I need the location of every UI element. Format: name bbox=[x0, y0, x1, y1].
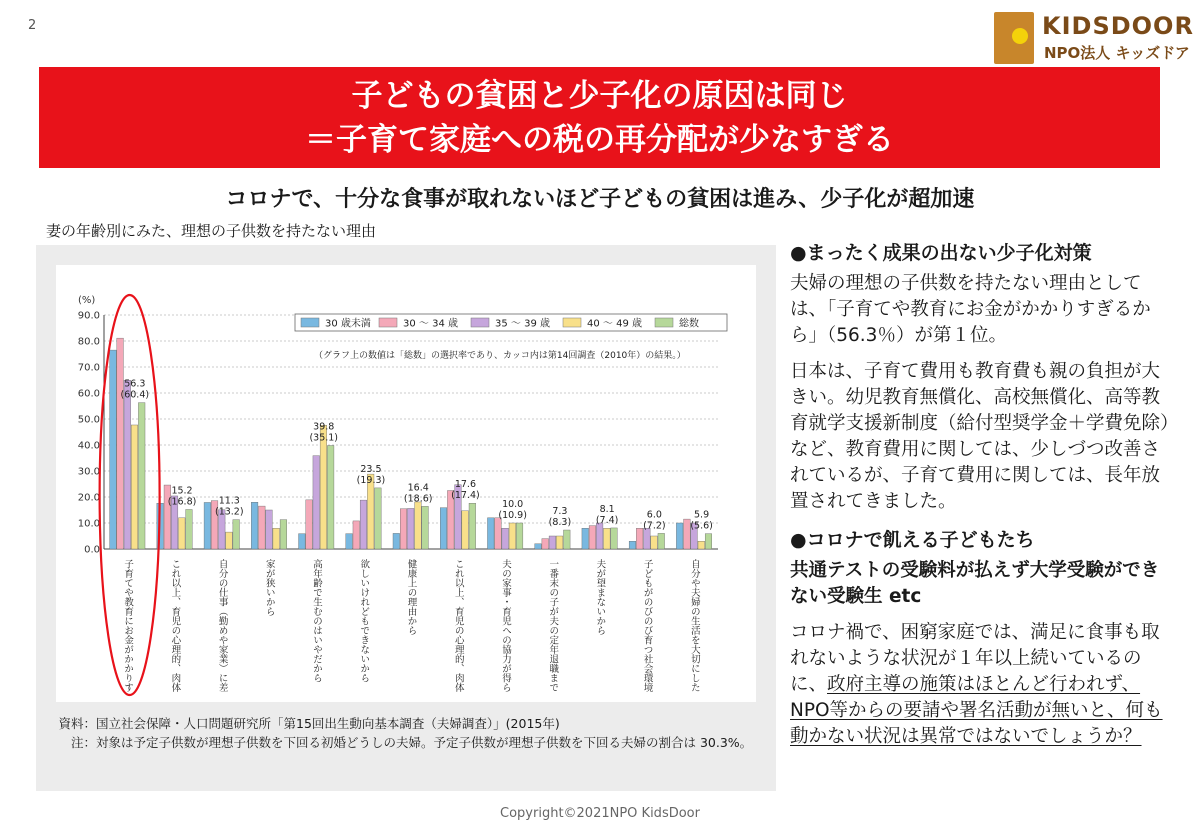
bar bbox=[320, 425, 327, 549]
data-label-previous: (5.6) bbox=[690, 520, 713, 532]
data-label-previous: (8.3) bbox=[548, 517, 572, 529]
logo-name: KIDSDOOR bbox=[1042, 12, 1194, 40]
x-tick-label: 高年齢で生むのはいやだから bbox=[311, 559, 323, 683]
legend-label: 35 ～ 39 歳 bbox=[495, 318, 550, 330]
paragraph-covid-underlined: 政府主導の施策はほとんど行われず、NPO等からの要請や署名活動が無いと、何も動かない状況は異常ではないでしょうか？ bbox=[790, 674, 1163, 747]
y-tick-label: 0.0 bbox=[84, 544, 100, 556]
bar bbox=[164, 485, 171, 549]
heading-policy: ●まったく成果の出ない少子化対策 bbox=[790, 242, 1092, 264]
bar bbox=[400, 509, 407, 549]
data-label: 10.0 bbox=[502, 499, 524, 510]
legend-swatch bbox=[471, 318, 489, 327]
x-tick-label: 夫が望まないから bbox=[594, 559, 606, 635]
bar bbox=[266, 510, 273, 549]
legend-label: 40 ～ 49 歳 bbox=[587, 318, 642, 330]
paragraph-covid-plain: コロナ禍で、困窮家庭では、満足に食事も取れないような状況が１年以上続いているのに、 bbox=[790, 622, 1160, 695]
y-tick-label: 20.0 bbox=[77, 492, 100, 504]
data-label: 7.3 bbox=[552, 506, 568, 518]
bar bbox=[233, 520, 240, 549]
legend-swatch bbox=[379, 318, 397, 327]
door-icon bbox=[994, 12, 1034, 64]
data-label-previous: (10.9) bbox=[498, 510, 527, 521]
legend-swatch bbox=[301, 318, 319, 327]
data-label: 15.2 bbox=[171, 485, 193, 497]
y-tick-label: 10.0 bbox=[77, 518, 100, 530]
heading-covid: ●コロナで飢える子どもたち bbox=[790, 529, 1035, 551]
x-tick-label: 子どもがのびのび育つ社会環境 bbox=[641, 559, 653, 692]
bar bbox=[138, 403, 145, 549]
bar bbox=[629, 541, 636, 549]
legend-swatch bbox=[655, 318, 673, 327]
bar bbox=[346, 534, 353, 549]
y-tick-label: 80.0 bbox=[77, 336, 100, 348]
x-tick-label: 子育てや教育にお金がかかりす bbox=[122, 559, 134, 692]
paragraph-covid bbox=[790, 620, 1170, 750]
bar bbox=[563, 530, 570, 549]
bar bbox=[604, 528, 611, 549]
subheading-exam: 共通テストの受験料が払えず大学受験ができない受験生 etc bbox=[790, 560, 1160, 607]
bar bbox=[422, 506, 429, 549]
x-tick-label: 夫の家事・育児への協力が得ら bbox=[499, 559, 511, 692]
bar bbox=[469, 503, 476, 549]
data-label-previous: (7.4) bbox=[595, 514, 619, 526]
bar bbox=[204, 502, 211, 549]
bar bbox=[178, 518, 185, 549]
note-text: 対象は予定子供数が理想子供数を下回る初婚どうしの夫婦。予定子供数が理想子供数を下回る夫婦の割合は 30.3%。 bbox=[96, 735, 753, 750]
data-label: 17.6 bbox=[454, 479, 477, 491]
legend-swatch bbox=[563, 318, 581, 327]
bar bbox=[549, 536, 556, 549]
bar bbox=[273, 528, 280, 549]
bar bbox=[375, 488, 382, 549]
bar bbox=[698, 541, 705, 549]
paragraph-reason: 夫婦の理想の子供数を持たない理由としては、「子育てや教育にお金がかかりすぎるから」（56.3％）が第１位。 bbox=[790, 273, 1151, 346]
y-tick-label: 50.0 bbox=[77, 414, 100, 426]
data-label-previous: (13.2) bbox=[214, 506, 244, 518]
legend-label: 30 ～ 34 歳 bbox=[403, 318, 458, 330]
right-column bbox=[790, 238, 1170, 750]
title-line-1: 子どもの貧困と少子化の原因は同じ bbox=[351, 78, 848, 114]
data-label-previous: (60.4) bbox=[120, 389, 150, 401]
data-label: 6.0 bbox=[646, 509, 662, 521]
bar bbox=[110, 350, 117, 549]
page-number: 2 bbox=[28, 18, 37, 33]
chart-area bbox=[56, 265, 756, 702]
bar bbox=[186, 509, 193, 549]
bar bbox=[131, 425, 138, 549]
data-label: 23.5 bbox=[360, 463, 382, 475]
x-tick-label: 自分や夫婦の生活を大切にした bbox=[688, 559, 700, 692]
bar bbox=[124, 380, 131, 549]
note-label: 注： bbox=[70, 735, 96, 750]
x-tick-label: これ以上、育児の心理的、肉体 bbox=[452, 559, 464, 692]
kidsdoor-logo bbox=[994, 10, 1194, 66]
bar bbox=[509, 523, 516, 549]
bar bbox=[440, 508, 447, 549]
y-tick-label: 70.0 bbox=[77, 362, 100, 374]
bar bbox=[313, 456, 320, 549]
y-axis-label: (%) bbox=[78, 295, 96, 306]
legend-label: 30 歳未満 bbox=[325, 318, 371, 330]
bar bbox=[327, 446, 334, 549]
bar bbox=[596, 523, 603, 549]
data-label-previous: (19.3) bbox=[356, 474, 386, 486]
source-text: 国立社会保障・人口問題研究所「第15回出生動向基本調査（夫婦調査）」(2015年) bbox=[96, 716, 560, 731]
bar bbox=[259, 506, 266, 549]
bar bbox=[462, 511, 469, 549]
data-label: 11.3 bbox=[218, 495, 240, 507]
bar bbox=[495, 518, 502, 549]
bar bbox=[611, 528, 618, 549]
data-label-previous: (16.8) bbox=[167, 496, 197, 508]
bar bbox=[280, 520, 287, 549]
bar bbox=[117, 338, 124, 549]
chart-caption: 妻の年齢別にみた、理想の子供数を持たない理由 bbox=[46, 222, 377, 240]
x-tick-label: これ以上、育児の心理的、肉体 bbox=[169, 559, 181, 692]
bar bbox=[299, 534, 306, 549]
data-label-previous: (17.4) bbox=[451, 490, 480, 502]
y-tick-label: 30.0 bbox=[77, 466, 100, 478]
y-tick-label: 90.0 bbox=[77, 310, 100, 322]
x-tick-label: 自分の仕事（勤めや家業）に差 bbox=[216, 559, 228, 692]
copyright: Copyright©2021NPO KidsDoor bbox=[500, 806, 700, 821]
bar bbox=[516, 523, 523, 549]
x-tick-label: 健康上の理由から bbox=[405, 559, 417, 635]
logo-subtitle: NPO法人 キッズドア bbox=[1044, 44, 1190, 62]
subtitle: コロナで、十分な食事が取れないほど子どもの貧困は進み、少子化が超加速 bbox=[225, 187, 975, 212]
bar bbox=[651, 536, 658, 549]
data-label: 16.4 bbox=[407, 482, 429, 494]
bar bbox=[589, 526, 596, 549]
bar bbox=[705, 534, 712, 549]
bar bbox=[226, 532, 233, 549]
bar bbox=[542, 539, 549, 549]
bar bbox=[502, 528, 509, 549]
bar bbox=[684, 519, 691, 549]
bar bbox=[582, 528, 589, 549]
bar bbox=[393, 533, 400, 549]
x-tick-label: 欲しいけれどもできないから bbox=[358, 559, 370, 683]
x-tick-label: 家が狭いから bbox=[263, 559, 275, 616]
data-label: 39.8 bbox=[313, 421, 335, 433]
data-label: 56.3 bbox=[124, 378, 146, 390]
x-tick-label: 一番末の子が夫の定年退職まで bbox=[547, 559, 559, 692]
bar bbox=[535, 544, 542, 549]
bar bbox=[636, 528, 643, 549]
chart-note: （グラフ上の数値は「総数」の選択率であり、カッコ内は第14回調査（2010年）の結果。） bbox=[314, 351, 686, 361]
bar bbox=[353, 521, 360, 549]
bar bbox=[487, 518, 494, 549]
bar bbox=[306, 500, 313, 549]
chart-source bbox=[58, 714, 768, 752]
data-label: 5.9 bbox=[694, 509, 710, 521]
bar bbox=[415, 502, 422, 549]
data-label-previous: (35.1) bbox=[309, 432, 339, 444]
y-tick-label: 60.0 bbox=[77, 388, 100, 400]
data-label-previous: (18.6) bbox=[403, 493, 433, 505]
bar bbox=[360, 500, 367, 549]
paragraph-cost: 日本は、子育て費用も教育費も親の負担が大きい。幼児教育無償化、高校無償化、高等教育就学支援新制度（給付型奨学金＋学費免除）など、教育費用に関しては、少しづつ改善されているが、子育て費用に関しては、長年放置されてきました。 bbox=[790, 361, 1170, 512]
y-tick-label: 40.0 bbox=[77, 440, 100, 452]
source-label: 資料： bbox=[58, 716, 96, 731]
bar bbox=[556, 536, 563, 549]
title-banner bbox=[39, 67, 1160, 168]
title-line-2: ＝子育て家庭への税の再分配が少なすぎる bbox=[305, 122, 894, 158]
bar bbox=[251, 502, 258, 549]
bar bbox=[676, 523, 683, 549]
data-label: 8.1 bbox=[599, 503, 615, 515]
data-label-previous: (7.2) bbox=[643, 520, 666, 532]
bar bbox=[658, 533, 665, 549]
bar bbox=[407, 508, 414, 549]
legend-label: 総数 bbox=[679, 318, 699, 330]
bar-chart bbox=[56, 265, 756, 702]
